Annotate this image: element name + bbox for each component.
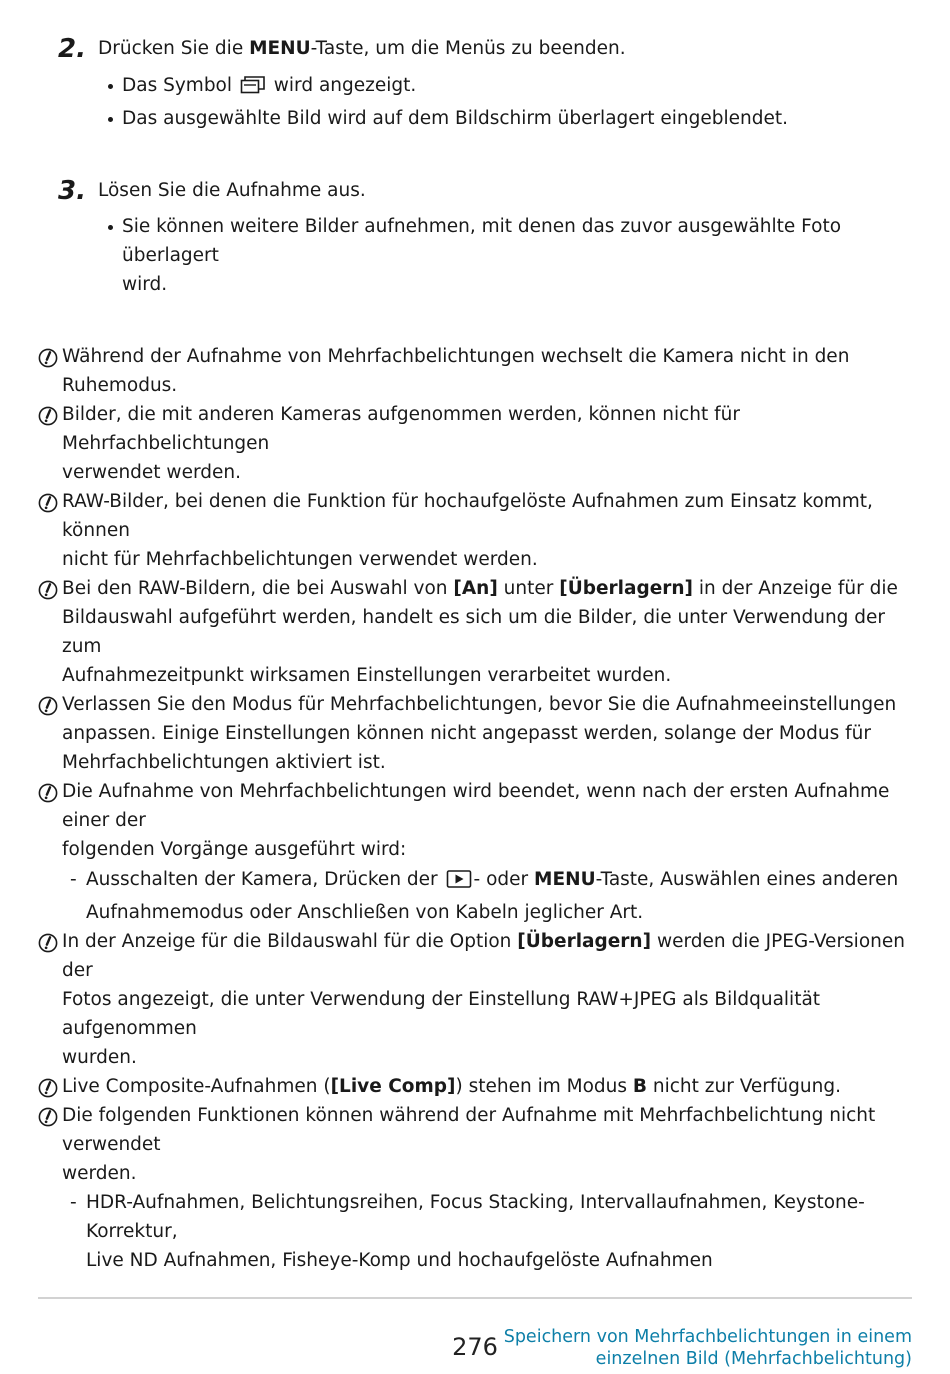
page-number: 276: [452, 1333, 498, 1361]
caution-notes: [38, 342, 918, 1275]
playback-icon: [446, 869, 472, 898]
bullet-item: Sie können weitere Bilder aufnehmen, mit denen das zuvor ausgewählte Foto überlagert wird.: [106, 212, 916, 299]
step-instruction: Drücken Sie die MENU-Taste, um die Menüs zu beenden.: [98, 38, 626, 59]
bullet-item: Das ausgewählte Bild wird auf dem Bildschirm überlagert eingeblendet.: [106, 104, 916, 133]
note-item: RAW-Bilder, bei denen die Funktion für hochaufgelöste Aufnahmen zum Einsatz kommt, können nicht für Mehrfachbelichtungen verwendet werden.: [38, 487, 918, 574]
note-item: Die folgenden Funktionen können während der Aufnahme mit Mehrfachbelichtung nicht verwendet werden.: [38, 1101, 918, 1188]
note-item: Bei den RAW-Bildern, die bei Auswahl von [An] unter [Überlagern] in der Anzeige für die Bildauswahl aufgeführt werden, handelt es sich um die Bilder, die unter Verwendung der zum Aufnahmezeitpunkt wirksamen Einstellungen verarbeitet wurden.: [38, 574, 918, 690]
step-bullets: [106, 71, 916, 133]
note-item: Live Composite-Aufnahmen ([Live Comp]) stehen im Modus B nicht zur Verfügung.: [38, 1072, 918, 1101]
chapter-title-line: Speichern von Mehrfachbelichtungen in einem: [503, 1327, 912, 1347]
step-number: 2.: [58, 34, 86, 64]
bullet-item: Das Symbol wird angezeigt.: [106, 71, 916, 104]
caution-icon: [38, 1078, 58, 1098]
caution-icon: [38, 348, 58, 368]
caution-icon: [38, 696, 58, 716]
step-bullets: [106, 212, 916, 299]
step-number: 3.: [58, 176, 86, 206]
chapter-link[interactable]: [492, 1326, 912, 1370]
caution-icon: [38, 1107, 58, 1127]
caution-icon: [38, 493, 58, 513]
note-item: Die Aufnahme von Mehrfachbelichtungen wird beendet, wenn nach der ersten Aufnahme einer der folgenden Vorgänge ausgeführt wird:: [38, 777, 918, 864]
multiple-exposure-icon: [240, 75, 266, 104]
note-item: In der Anzeige für die Bildauswahl für die Option [Überlagern] werden die JPEG-Versionen der Fotos angezeigt, die unter Verwendung der Einstellung RAW+JPEG als Bildqualität aufgenommen wurden.: [38, 927, 918, 1072]
caution-icon: [38, 580, 58, 600]
sub-item: - HDR-Aufnahmen, Belichtungsreihen, Focus Stacking, Intervallaufnahmen, Keystone-Korrektur, Live ND Aufnahmen, Fisheye-Komp und hochaufgelöste Aufnahmen: [62, 1188, 918, 1275]
note-item: Während der Aufnahme von Mehrfachbelichtungen wechselt die Kamera nicht in den Ruhemodus.: [38, 342, 918, 400]
note-item: Bilder, die mit anderen Kameras aufgenommen werden, können nicht für Mehrfachbelichtungen verwendet werden.: [38, 400, 918, 487]
footer-divider: [38, 1297, 912, 1299]
caution-icon: [38, 933, 58, 953]
caution-icon: [38, 783, 58, 803]
caution-icon: [38, 406, 58, 426]
note-item: Verlassen Sie den Modus für Mehrfachbelichtungen, bevor Sie die Aufnahmeeinstellungen anpassen. Einige Einstellungen können nicht angepasst werden, solange der Modus für Mehrfachbelichtungen aktiviert ist.: [38, 690, 918, 777]
sub-item: - Ausschalten der Kamera, Drücken der - oder MENU-Taste, Auswählen eines anderen Aufnahmemodus oder Anschließen von Kabeln jeglicher Art.: [62, 865, 918, 927]
chapter-title-line: einzelnen Bild (Mehrfachbelichtung): [595, 1349, 912, 1369]
step-instruction: Lösen Sie die Aufnahme aus.: [98, 180, 366, 201]
